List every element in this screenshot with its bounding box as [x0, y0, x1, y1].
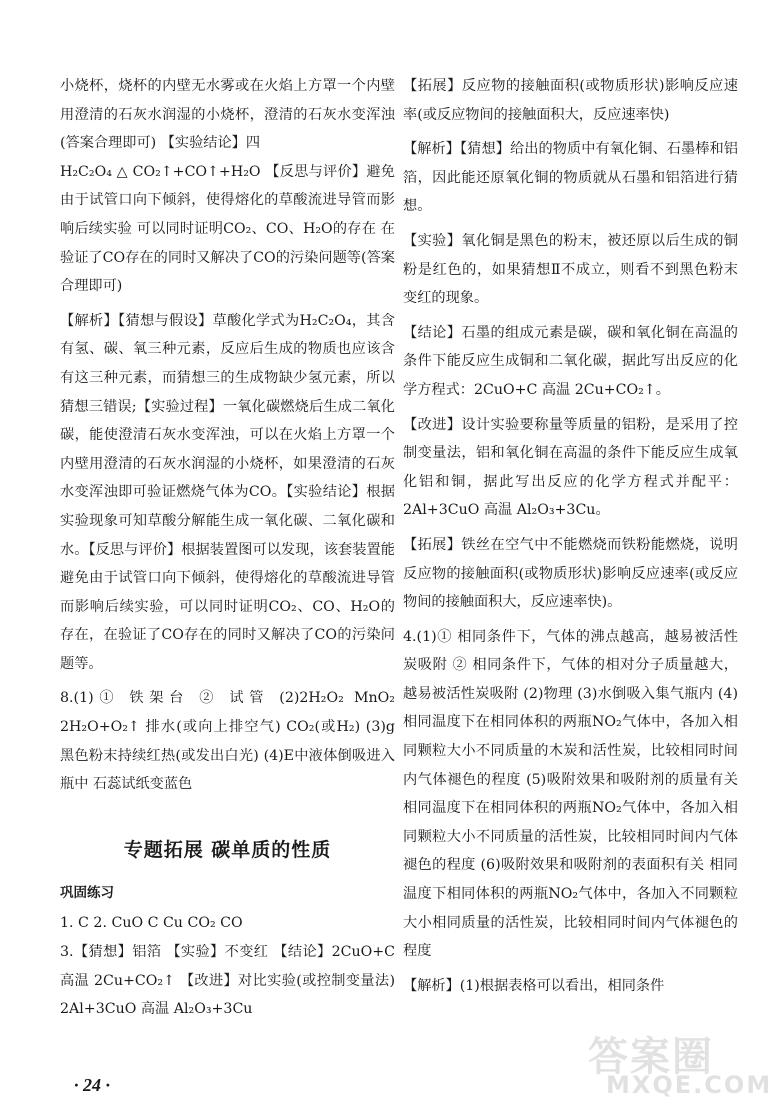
section-title: 专题拓展 碳单质的性质: [123, 838, 332, 861]
watermark-text: 答案圈: [588, 1034, 714, 1080]
paragraph-improvement: 【改进】设计实验要称量等质量的铝粉，是采用了控制变量法，铝和氧化铜在高温的条件下能反应生成氧化铝和铜，据此写出反应的化学方程式并配平：2Al+3CuO 高温 Al₂O₃+3Cu。: [403, 416, 738, 519]
paragraph-equation: H₂C₂O₄ △ CO₂↑+CO↑+H₂O 【反思与评价】避免由于试管口向下倾斜，使得熔化的草酸流进导管而影响后续实验 可以同时证明CO₂、CO、H₂O的存在 在验证了CO存在的同时又解决了CO的污染问题等(答案合理即可): [60, 163, 395, 295]
paragraph-intro: 小烧杯，烧杯的内壁无水雾或在火焰上方罩一个内壁用澄清的石灰水润湿的小烧杯，澄清的石灰水变浑浊(答案合理即可) 【实验结论】四: [60, 78, 395, 152]
paragraph-q8: 8.(1)① 铁架台 ② 试管 (2)2H₂O₂ MnO₂ 2H₂O+O₂↑ 排水(或向上排空气) CO₂(或H₂) (3)g 黑色粉末持续红热(或发出白光) (4)E中液体倒吸进入瓶中 石蕊试纸变蓝色: [60, 690, 395, 793]
paragraph-q1-q2: 1. C 2. CuO C Cu CO₂ CO: [60, 915, 243, 932]
sub-heading: 巩固练习: [60, 884, 114, 901]
paragraph-conclusion: 【结论】石墨的组成元素是碳，碳和氧化铜在高温的条件下能反应生成铜和二氧化碳，据此写出反应的化学方程式：2CuO+C 高温 2Cu+CO₂↑。: [403, 324, 738, 398]
paragraph-q4: 4.(1)① 相同条件下，气体的沸点越高，越易被活性炭吸附 ② 相同条件下，气体的相对分子质量越大，越易被活性炭吸附 (2)物理 (3)水倒吸入集气瓶内 (4)相同温度下在相同体积的两瓶NO₂气体中，各加入相同颗粒大小不同质量的木炭和活性炭，比较相同时间内气体褪色的程度 (5)吸附效果和吸附剂的质量有关 相同温度下在相同体积的两瓶NO₂气体中，各加入相同颗粒大小不同质量的活性炭，比较相同时间内气体褪色的程度 (6)吸附效果和吸附剂的表面积有关 相同温度下相同体积的两瓶NO₂气体中，各加入不同颗粒大小相同质量的活性炭，比较相同时间内气体褪色的程度: [403, 628, 738, 960]
paragraph-experiment: 【实验】氧化铜是黑色的粉末，被还原以后生成的铜粉是红色的，如果猜想Ⅱ不成立，则看不到黑色粉末变红的现象。: [403, 232, 738, 307]
paragraph-q4-analysis: 【解析】(1)根据表格可以看出，相同条件: [403, 977, 665, 994]
watermark-url: MXQE.COM: [606, 1071, 772, 1099]
paragraph-extension-2: 【拓展】铁丝在空气中不能燃烧而铁粉能燃烧，说明反应物的接触面积(或物质形状)影响反应速率(或反应物间的接触面积大，反应速率快)。: [403, 536, 738, 611]
page-number: · 24 ·: [74, 1075, 110, 1095]
watermark-logo: [588, 1025, 772, 1105]
right-column: [403, 72, 738, 1000]
left-column: [60, 72, 395, 1024]
paragraph-q3: 3.【猜想】铝箔 【实验】不变红 【结论】2CuO+C 高温 2Cu+CO₂↑ 【改进】对比实验(或控制变量法) 2Al+3CuO 高温 Al₂O₃+3Cu: [60, 944, 395, 1018]
paragraph-extension: 【拓展】反应物的接触面积(或物质形状)影响反应速率(或反应物间的接触面积大，反应速率快): [403, 78, 738, 123]
paragraph-analysis-guess: 【解析】【猜想】给出的物质中有氧化铜、石墨棒和铝箔，因此能还原氧化铜的物质就从石墨和铝箔进行猜想。: [403, 141, 738, 215]
paragraph-analysis: 【解析】【猜想与假设】草酸化学式为H₂C₂O₄，其含有氢、碳、氧三种元素，反应后生成的物质也应该含有这三种元素，而猜想三的生成物缺少氢元素，所以猜想三错误;【实验过程】一氧化碳燃烧后生成二氧化碳，能使澄清石灰水变浑浊，可以在火焰上方罩一个内壁用澄清的石灰水润湿的小烧杯，如果澄清的石灰水变浑浊即可验证燃烧气体为CO。【实验结论】根据实验现象可知草酸分解能生成一氧化碳、二氧化碳和水。【反思与评价】根据装置图可以发现，该套装置能避免由于试管口向下倾斜，使得熔化的草酸流进导管而影响后续实验，可以同时证明CO₂、CO、H₂O的存在，在验证了CO存在的同时又解决了CO的污染问题等。: [60, 312, 395, 672]
